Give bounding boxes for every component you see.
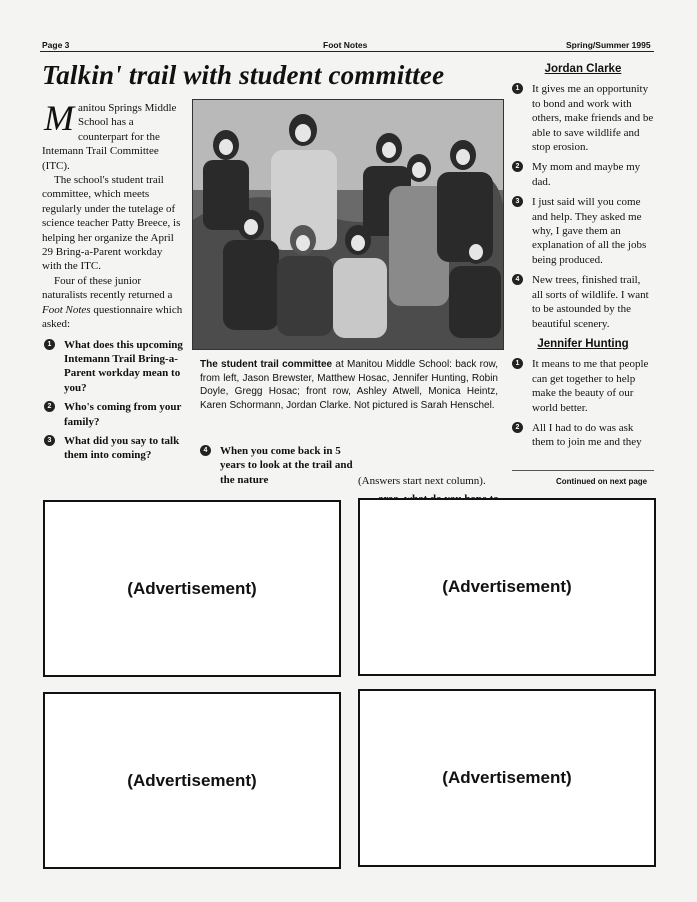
bullet-number-icon: 1 [512,83,523,94]
continued-note: Continued on next page [556,477,648,486]
question-text: What does this upcoming Intemann Trail Bring-a-Parent workday mean to you? [64,338,183,394]
answer-item [512,195,654,267]
bullet-number-icon: 1 [44,339,55,350]
bullet-number-icon: 2 [512,161,523,172]
answer-item [512,82,654,154]
advertisement-box-2[interactable]: (Advertisement) [358,498,656,676]
p3-text-a: Four of these junior naturalists recently returned a [42,274,173,302]
answer-text: My mom and maybe my dad. [532,161,641,188]
advertisement-box-3[interactable]: (Advertisement) [43,692,341,869]
answer-text: It means to me that people can get together to help make the beauty of our world better. [532,358,649,414]
respondent-name-jordan: Jordan Clarke [544,63,622,75]
answers-sidebar [512,60,654,456]
advertisement-box-4[interactable]: (Advertisement) [358,689,656,867]
issue-date: Spring/Summer 1995 [566,40,651,50]
bullet-number-icon: 3 [44,435,55,446]
answer-item [512,421,654,450]
bullet-number-icon: 2 [512,422,523,433]
answers-note: (Answers start next column). [358,475,486,487]
bullet-number-icon: 3 [512,196,523,207]
answer-item [512,273,654,331]
answer-text: It gives me an opportunity to bond and work with others, make friends and be able to save wildlife and stop erosion. [532,83,654,154]
paragraph-3 [42,274,184,332]
answer-item [512,357,654,415]
question-text: When you come back in 5 years to look at the trail and the nature [220,445,353,486]
header-rule [40,51,654,52]
question-text: What did you say to talk them into coming? [64,434,180,462]
question-2 [42,400,184,429]
committee-photo [192,99,504,350]
question-4 [198,444,356,487]
article-headline: Talkin' trail with student committee [42,60,445,90]
question-1 [42,338,184,396]
paragraph-2: The school's student trail committee, which meets regularly under the tutelage of science teacher Patty Breece, is helping her organize the April 29 Bring-a-Parent workday with the ITC. [42,174,181,273]
photo-illustration [193,100,503,349]
bullet-number-icon: 4 [512,274,523,285]
caption-text: at Manitou Middle School: back row, from left, Jason Brewster, Matthew Hosac, Jennifer Hunting, Robin Doyle, Gregg Hosac; front row, Ashley Atwell, Monica Heintz, Karen Schormann, Jordan Clarke. Not pictured is Sarah Henschel. [200,359,498,411]
answer-text: I just said will you come and help. They asked me why, I gave them an explanation of all the jobs being produced. [532,196,647,266]
article-left-column [42,98,184,468]
photo-caption [200,358,498,412]
intro-text: anitou Springs Middle School has a counterpart for the Intemann Trail Committee (ITC). [42,102,177,172]
answer-item [512,160,654,189]
bullet-number-icon: 1 [512,358,523,369]
answer-text: All I had to do was ask them to join me and they [532,421,642,449]
question-3 [42,434,184,463]
intro-paragraph [42,98,184,173]
caption-lead: The student trail committee [200,359,333,370]
respondent-name-jennifer: Jennifer Hunting [537,337,629,350]
bullet-number-icon: 4 [200,445,211,456]
advertisement-box-1[interactable]: (Advertisement) [43,500,341,677]
p3-text-b: questionnaire which asked: [42,303,183,331]
page-number: Page 3 [42,40,70,50]
p3-italic: Foot Notes [42,303,91,316]
answer-text: New trees, finished trail, all sorts of wildlife. I want to be astounded by the beautiful scenery. [532,274,649,330]
question-text: Who's coming from your family? [64,401,182,428]
publication-name: Foot Notes [323,40,368,50]
bullet-number-icon: 2 [44,401,55,412]
sidebar-rule [512,470,654,471]
drop-cap: M [44,98,74,138]
